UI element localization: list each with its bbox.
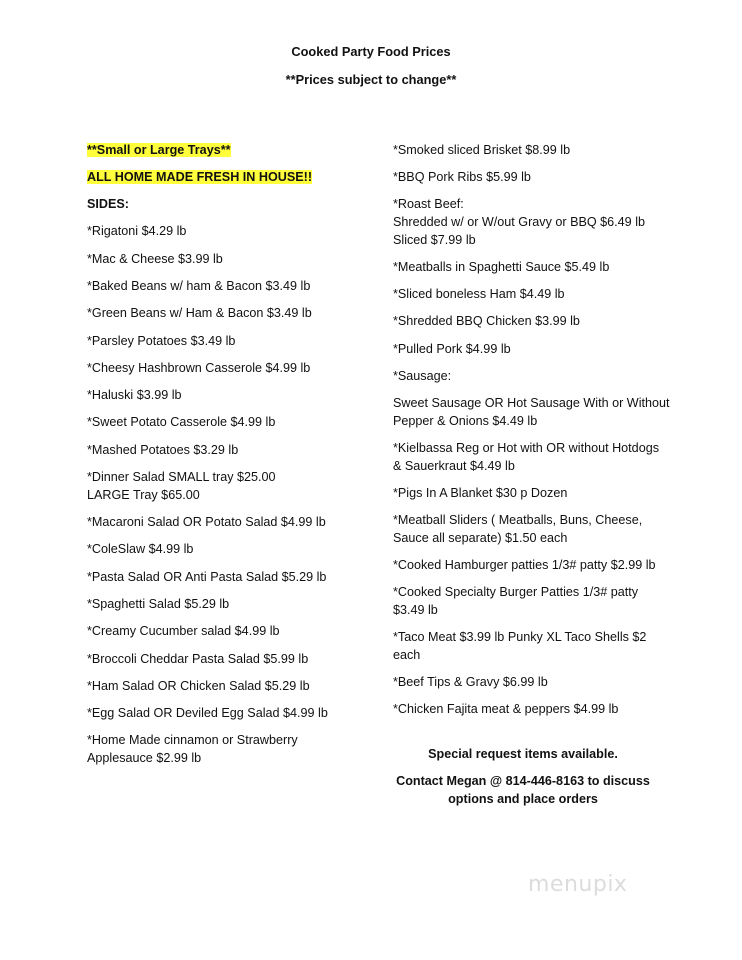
menu-item: *Ham Salad OR Chicken Salad $5.29 lb: [87, 679, 310, 693]
menu-item: *Taco Meat $3.99 lb Punky XL Taco Shells $2: [393, 630, 647, 644]
menu-item: *Haluski $3.99 lb: [87, 388, 182, 402]
sides-label: SIDES:: [87, 197, 129, 211]
menu-item-continued: LARGE Tray $65.00: [87, 488, 200, 502]
special-request-note: Special request items available.: [428, 747, 618, 761]
menu-item: *Mashed Potatoes $3.29 lb: [87, 443, 239, 457]
menu-item-continued: each: [393, 648, 421, 662]
menu-item: *Pasta Salad OR Anti Pasta Salad $5.29 lb: [87, 570, 327, 584]
menu-item: *ColeSlaw $4.99 lb: [87, 542, 194, 556]
menu-item: *Roast Beef:: [393, 197, 464, 211]
menu-item: *Meatball Sliders ( Meatballs, Buns, Cheese,: [393, 513, 643, 527]
menu-item: *Pulled Pork $4.99 lb: [393, 342, 511, 356]
menu-item-continued: Applesauce $2.99 lb: [87, 751, 202, 765]
menu-item: Sweet Sausage OR Hot Sausage With or Without: [393, 396, 670, 410]
menu-item: *Home Made cinnamon or Strawberry: [87, 733, 298, 747]
menupix-watermark: menupix: [528, 872, 628, 897]
menu-item: *Mac & Cheese $3.99 lb: [87, 252, 223, 266]
menu-item: *Sausage:: [393, 369, 452, 383]
menu-item-continued: & Sauerkraut $4.49 lb: [393, 459, 515, 473]
menu-item: *Egg Salad OR Deviled Egg Salad $4.99 lb: [87, 706, 328, 720]
menu-item: *Shredded BBQ Chicken $3.99 lb: [393, 314, 580, 328]
tray-size-note: **Small or Large Trays**: [87, 143, 231, 157]
menu-item: *Beef Tips & Gravy $6.99 lb: [393, 675, 548, 689]
menu-item: *Meatballs in Spaghetti Sauce $5.49 lb: [393, 260, 610, 274]
menu-item: *Spaghetti Salad $5.29 lb: [87, 597, 230, 611]
contact-line: Contact Megan @ 814-446-8163 to discuss: [396, 774, 650, 788]
menu-item: *Smoked sliced Brisket $8.99 lb: [393, 143, 571, 157]
menu-item: *Macaroni Salad OR Potato Salad $4.99 lb: [87, 515, 326, 529]
contact-line-continued: options and place orders: [448, 792, 598, 806]
menu-item: *Chicken Fajita meat & peppers $4.99 lb: [393, 702, 619, 716]
menu-item: *Cooked Hamburger patties 1/3# patty $2.99 lb: [393, 558, 656, 572]
menu-item-continued: Pepper & Onions $4.49 lb: [393, 414, 538, 428]
menu-item: *BBQ Pork Ribs $5.99 lb: [393, 170, 531, 184]
menu-item: *Baked Beans w/ ham & Bacon $3.49 lb: [87, 279, 311, 293]
menu-item: *Green Beans w/ Ham & Bacon $3.49 lb: [87, 306, 312, 320]
menu-item: *Broccoli Cheddar Pasta Salad $5.99 lb: [87, 652, 309, 666]
menu-item: *Parsley Potatoes $3.49 lb: [87, 334, 236, 348]
menu-item: *Creamy Cucumber salad $4.99 lb: [87, 624, 280, 638]
menu-item: *Kielbassa Reg or Hot with OR without Hotdogs: [393, 441, 659, 455]
menu-item: *Rigatoni $4.29 lb: [87, 224, 187, 238]
menu-item-continued: Sliced $7.99 lb: [393, 233, 476, 247]
menu-item: *Cooked Specialty Burger Patties 1/3# patty: [393, 585, 639, 599]
menu-item: *Pigs In A Blanket $30 p Dozen: [393, 486, 568, 500]
menu-item: *Sliced boneless Ham $4.49 lb: [393, 287, 565, 301]
menu-item: *Dinner Salad SMALL tray $25.00: [87, 470, 276, 484]
homemade-note: ALL HOME MADE FRESH IN HOUSE!!: [87, 170, 313, 184]
menu-item-continued: Sauce all separate) $1.50 each: [393, 531, 568, 545]
menu-item-continued: Shredded w/ or W/out Gravy or BBQ $6.49 lb: [393, 215, 645, 229]
menu-item-continued: $3.49 lb: [393, 603, 438, 617]
document-title: Cooked Party Food Prices: [291, 44, 451, 59]
menu-item: *Cheesy Hashbrown Casserole $4.99 lb: [87, 361, 311, 375]
price-disclaimer: **Prices subject to change**: [285, 72, 457, 87]
menu-item: *Sweet Potato Casserole $4.99 lb: [87, 415, 276, 429]
